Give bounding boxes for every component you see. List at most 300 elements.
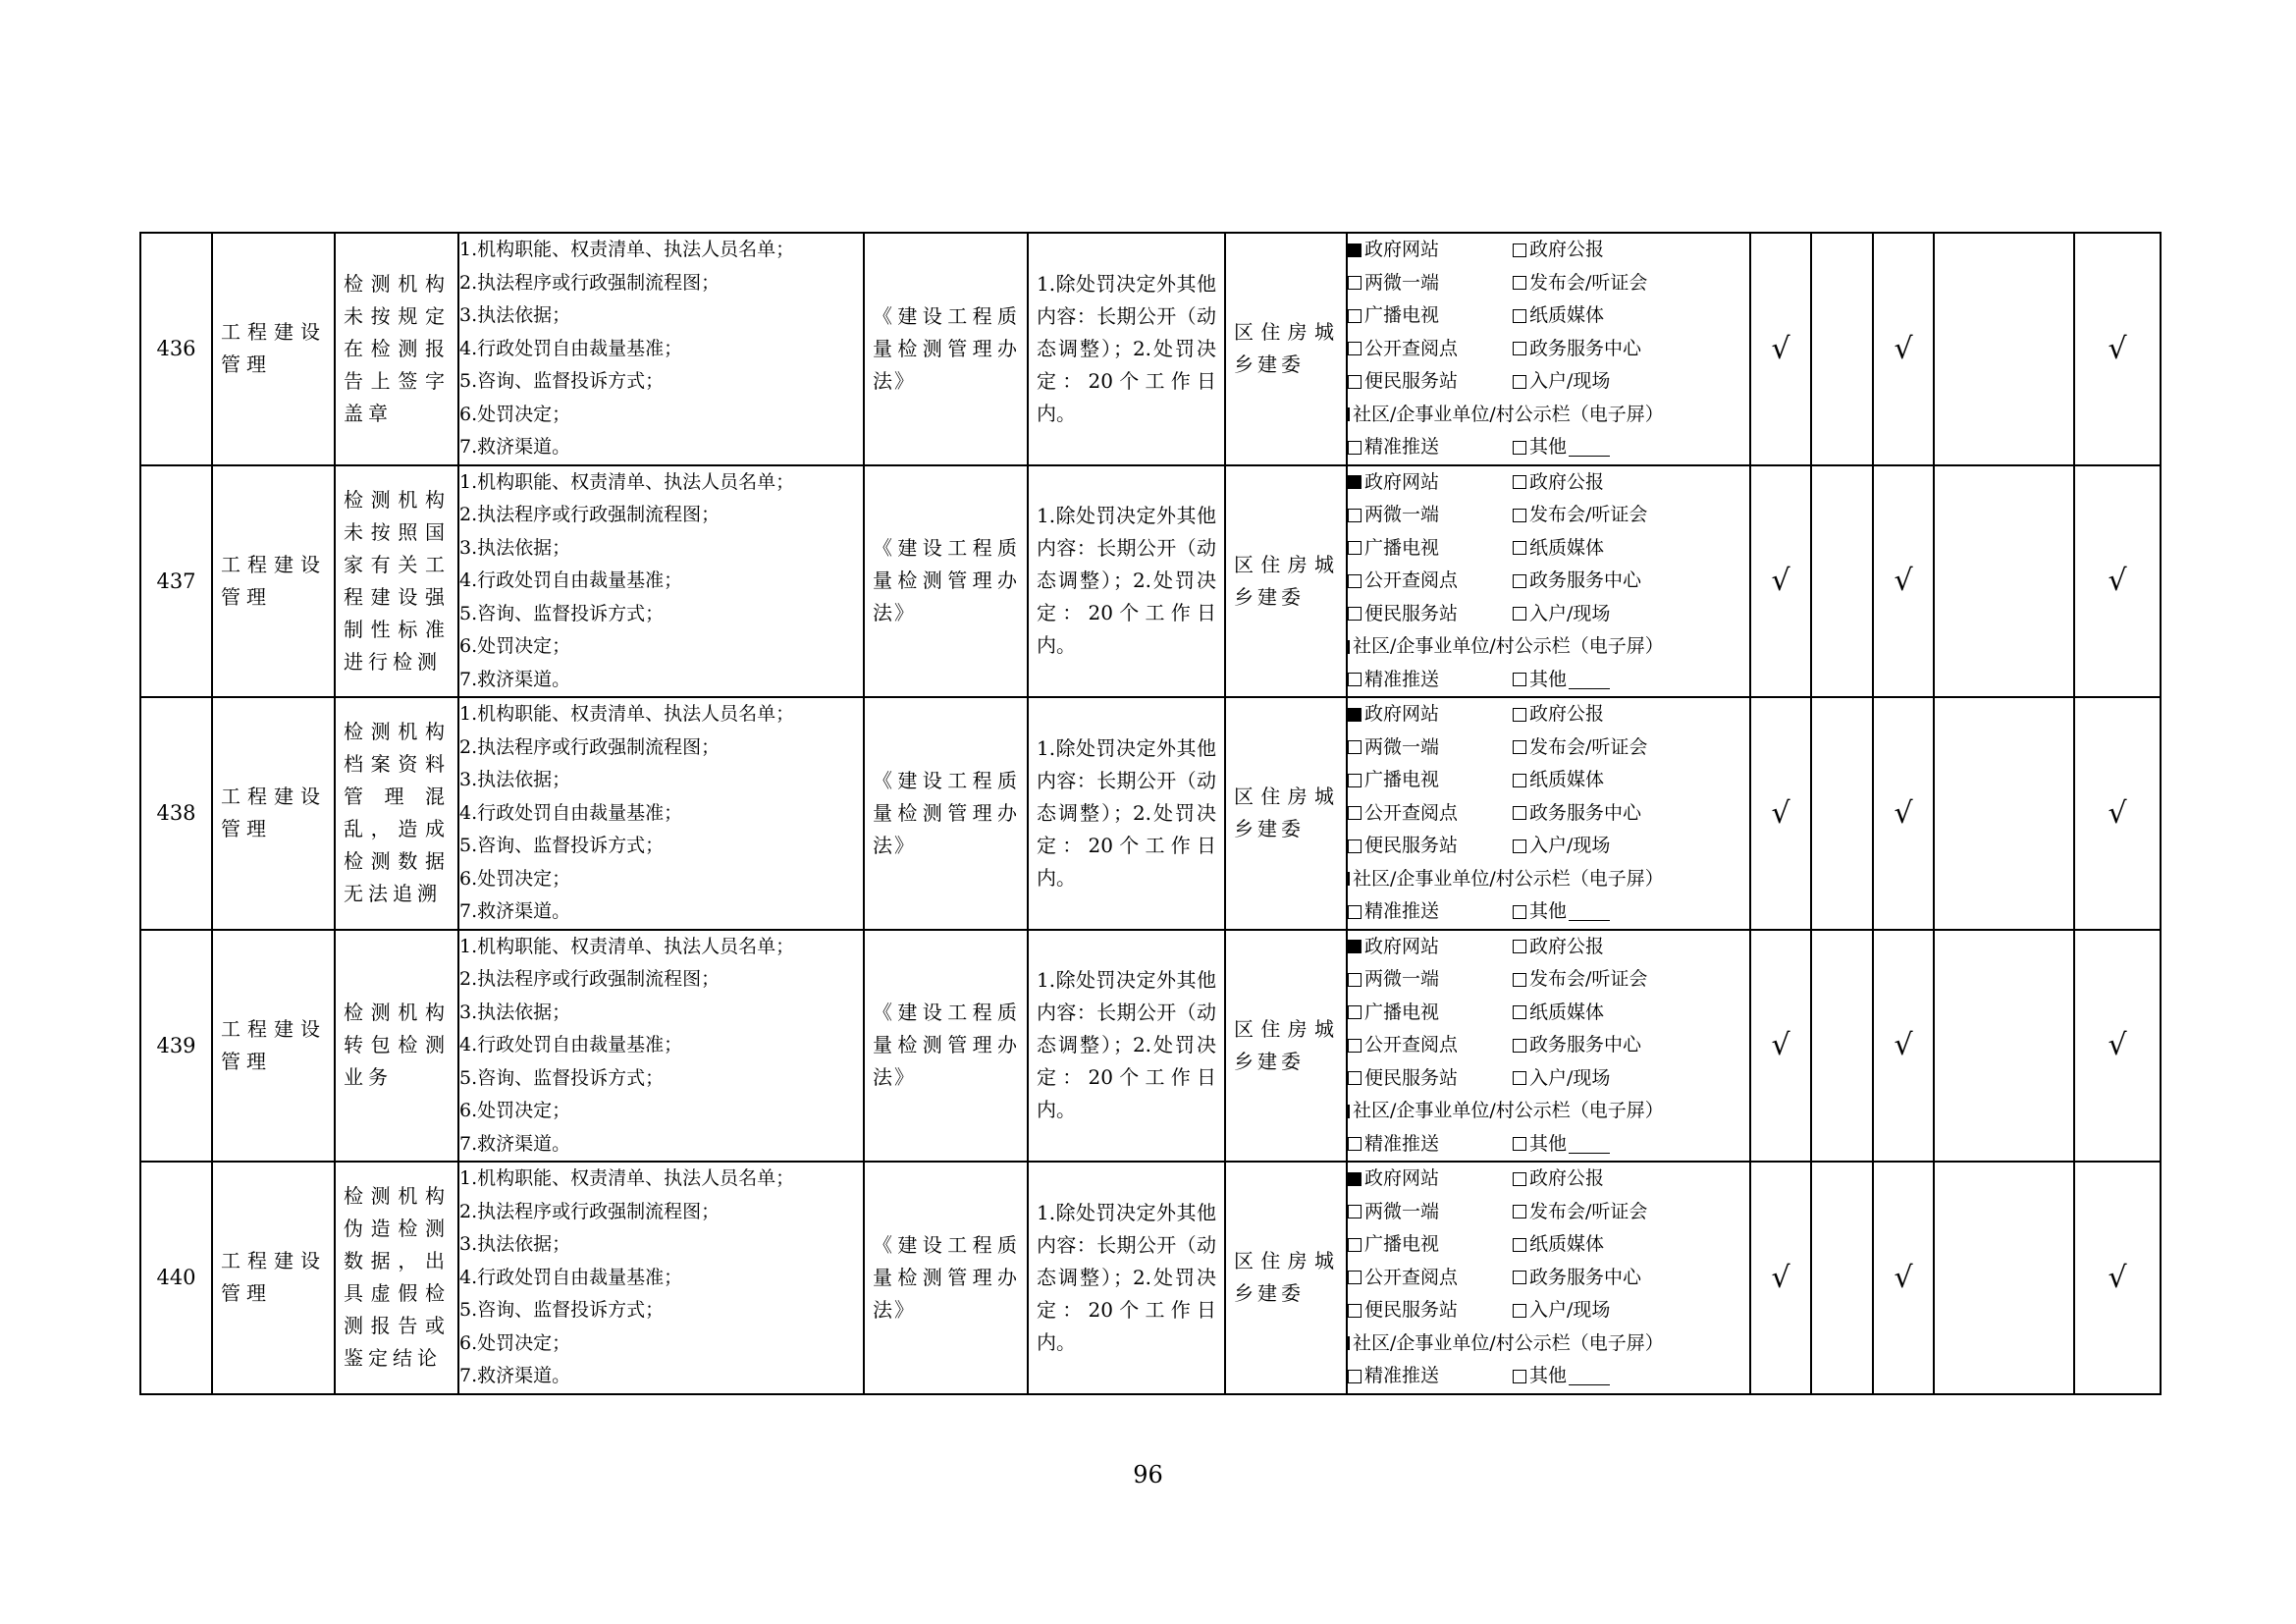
blank-line (1569, 902, 1610, 921)
channel-row (1348, 731, 1749, 765)
channel-option-push (1348, 664, 1513, 697)
checkbox-icon (1513, 740, 1526, 754)
checkbox-icon (1513, 806, 1526, 820)
channel-option-gov-site (1348, 698, 1513, 731)
timing-text: 1.除处罚决定外其他内容：长期公开（动态调整）；2.处罚决定：20个工作日内。 (1037, 1200, 1216, 1354)
channel-label: 便民服务站 (1364, 1299, 1459, 1321)
channel-label: 政府公报 (1529, 239, 1605, 260)
channel-option-public-reading (1348, 1029, 1513, 1062)
channel-label: 其他 (1529, 668, 1568, 690)
content-line: 1.机构职能、权责清单、执法人员名单； (459, 239, 795, 260)
channel-label: 发布会/听证会 (1529, 735, 1648, 758)
checked-box-icon (1348, 940, 1362, 953)
checkbox-icon (1348, 441, 1362, 455)
checked-box-icon (1348, 475, 1362, 489)
channel-label: 两微一端 (1364, 1200, 1440, 1222)
channel-label: 便民服务站 (1364, 370, 1459, 392)
channel-label: 广播电视 (1364, 536, 1440, 559)
content-line: 5.咨询、监督投诉方式； (459, 602, 665, 624)
check-mark: √ (1873, 1162, 1934, 1394)
checkbox-icon (1348, 806, 1362, 820)
channel-option-press-conf (1513, 499, 1647, 532)
basis-cell (864, 697, 1028, 930)
channel-label: 社区/企事业单位/村公示栏（电子屏） (1353, 403, 1664, 425)
category-cell (212, 233, 335, 465)
checkbox-icon (1348, 1137, 1362, 1151)
checkbox-icon (1348, 1304, 1362, 1318)
checkbox-icon (1513, 973, 1526, 987)
timing-cell (1028, 465, 1225, 698)
checkbox-icon (1513, 541, 1526, 555)
checkbox-icon (1513, 1137, 1526, 1151)
channel-row (1348, 698, 1749, 731)
item-text: 检测机构未按规定在检测报告上签字盖章 (344, 271, 450, 425)
content-cell (458, 1162, 864, 1394)
channel-label: 入户/现场 (1529, 1299, 1611, 1321)
channel-label: 政府网站 (1364, 470, 1440, 493)
page-number: 96 (1133, 1461, 1163, 1489)
channel-row (1348, 299, 1749, 333)
basis-cell (864, 930, 1028, 1163)
content-line: 1.机构职能、权责清单、执法人员名单； (459, 703, 795, 725)
channel-option-two-micro (1348, 499, 1513, 532)
channel-label: 政务服务中心 (1529, 801, 1642, 824)
channel-option-household (1513, 598, 1610, 631)
empty-cell (1811, 233, 1873, 465)
channel-label: 政府网站 (1364, 703, 1440, 725)
channel-option-push (1348, 1360, 1513, 1393)
channel-row (1348, 1029, 1749, 1062)
channel-row (1348, 1262, 1749, 1295)
channel-option-household (1513, 365, 1610, 399)
channel-label: 其他 (1529, 1365, 1568, 1386)
subject-cell (1225, 697, 1347, 930)
checkbox-icon (1513, 574, 1526, 588)
channel-row (1348, 365, 1749, 399)
channel-label: 精准推送 (1364, 1365, 1440, 1386)
item-text: 检测机构转包检测业务 (344, 1001, 450, 1090)
channel-label: 公开查阅点 (1364, 337, 1459, 359)
checkbox-icon (1513, 708, 1526, 722)
checkbox-icon (1348, 1039, 1362, 1053)
check-mark: √ (2074, 465, 2161, 698)
channel-row (1348, 1062, 1749, 1096)
channel-row (1348, 1095, 1749, 1128)
channel-label: 政务服务中心 (1529, 1266, 1642, 1288)
channel-option-paper (1513, 997, 1604, 1030)
channel-label: 政务服务中心 (1529, 337, 1642, 359)
channel-row (1348, 234, 1749, 267)
checkbox-icon (1513, 375, 1526, 389)
subject-text: 区住房城乡建委 (1234, 320, 1338, 377)
row-number: 438 (140, 697, 212, 930)
timing-cell (1028, 233, 1225, 465)
item-cell (335, 465, 458, 698)
content-line: 1.机构职能、权责清单、执法人员名单； (459, 1167, 795, 1189)
checkbox-icon (1348, 607, 1362, 621)
channel-label: 纸质媒体 (1529, 304, 1605, 326)
channel-option-gov-gazette (1513, 1163, 1604, 1196)
timing-cell (1028, 1162, 1225, 1394)
checkbox-icon (1348, 509, 1362, 522)
channel-option-paper (1513, 532, 1604, 566)
blank-line (1569, 1367, 1610, 1385)
table-row (140, 930, 2161, 1163)
channel-row (1348, 466, 1749, 500)
channel-label: 其他 (1529, 1132, 1568, 1155)
content-line: 2.执法程序或行政强制流程图； (459, 271, 721, 294)
channel-row (1348, 499, 1749, 532)
empty-cell (1934, 1162, 2074, 1394)
channel-row (1348, 1228, 1749, 1262)
channel-row (1348, 399, 1749, 432)
channel-label: 纸质媒体 (1529, 1233, 1605, 1255)
content-line: 6.处罚决定； (459, 867, 571, 890)
content-cell (458, 930, 864, 1163)
channel-label: 便民服务站 (1364, 1066, 1459, 1089)
channel-label: 公开查阅点 (1364, 1266, 1459, 1288)
content-line: 4.行政处罚自由裁量基准； (459, 1266, 683, 1288)
category-text: 工程建设管理 (221, 1016, 326, 1073)
channel-option-other (1513, 664, 1610, 697)
channel-label: 公开查阅点 (1364, 801, 1459, 824)
empty-cell (1811, 930, 1873, 1163)
check-mark: √ (1750, 697, 1811, 930)
timing-text: 1.除处罚决定外其他内容：长期公开（动态调整）；2.处罚决定：20个工作日内。 (1037, 504, 1216, 658)
subject-cell (1225, 1162, 1347, 1394)
empty-cell (1811, 465, 1873, 698)
channel-option-two-micro (1348, 267, 1513, 300)
channel-option-gov-site (1348, 466, 1513, 500)
content-line: 6.处罚决定； (459, 1331, 571, 1354)
channel-option-gov-gazette (1513, 698, 1604, 731)
channel-label: 精准推送 (1364, 1132, 1440, 1155)
row-number: 437 (140, 465, 212, 698)
channel-option-household (1513, 830, 1610, 863)
channel-option-service-station (1348, 830, 1513, 863)
subject-text: 区住房城乡建委 (1234, 1249, 1338, 1306)
basis-text: 《建设工程质量检测管理办法》 (873, 1001, 1019, 1090)
checkbox-icon (1348, 905, 1362, 919)
check-mark: √ (1873, 697, 1934, 930)
channel-label: 广播电视 (1364, 304, 1440, 326)
checkbox-icon (1513, 1172, 1526, 1186)
checkbox-icon (1513, 940, 1526, 953)
basis-text: 《建设工程质量检测管理办法》 (873, 1232, 1019, 1322)
channel-label: 社区/企事业单位/村公示栏（电子屏） (1353, 1100, 1664, 1121)
channel-label: 入户/现场 (1529, 602, 1611, 624)
content-line: 7.救济渠道。 (459, 1365, 571, 1386)
category-text: 工程建设管理 (221, 1249, 326, 1306)
channels-cell (1347, 233, 1750, 465)
channel-option-press-conf (1513, 963, 1647, 997)
content-line: 2.执法程序或行政强制流程图； (459, 735, 721, 758)
channel-label: 发布会/听证会 (1529, 271, 1648, 294)
blank-line (1569, 438, 1610, 457)
checkbox-icon (1348, 276, 1362, 290)
channel-row (1348, 1163, 1749, 1196)
checkbox-icon (1513, 839, 1526, 853)
check-mark: √ (1873, 465, 1934, 698)
empty-cell (1934, 233, 2074, 465)
channel-row (1348, 1327, 1749, 1361)
basis-text: 《建设工程质量检测管理办法》 (873, 536, 1019, 625)
channel-row (1348, 664, 1749, 697)
channel-option-broadcast (1348, 532, 1513, 566)
channel-row (1348, 1196, 1749, 1229)
channel-option-community (1348, 630, 1664, 664)
checked-box-icon (1348, 708, 1362, 722)
channel-option-service-center (1513, 565, 1641, 598)
content-cell (458, 697, 864, 930)
checked-box-icon (1348, 1172, 1362, 1186)
channel-option-paper (1513, 764, 1604, 797)
channel-label: 精准推送 (1364, 668, 1440, 690)
channel-option-gov-site (1348, 1163, 1513, 1196)
basis-text: 《建设工程质量检测管理办法》 (873, 303, 1019, 393)
checkbox-icon (1348, 774, 1362, 787)
check-mark: √ (1750, 1162, 1811, 1394)
check-mark: √ (1750, 233, 1811, 465)
channel-row (1348, 333, 1749, 366)
channel-row (1348, 598, 1749, 631)
content-line: 6.处罚决定； (459, 635, 571, 657)
content-line: 7.救济渠道。 (459, 1132, 571, 1155)
checkbox-icon (1513, 607, 1526, 621)
channel-label: 入户/现场 (1529, 370, 1611, 392)
check-mark: √ (1750, 930, 1811, 1163)
subject-cell (1225, 233, 1347, 465)
checkbox-icon (1348, 973, 1362, 987)
basis-cell (864, 1162, 1028, 1394)
blank-line (1569, 671, 1610, 689)
checkbox-icon (1513, 441, 1526, 455)
channel-option-push (1348, 1128, 1513, 1162)
content-line: 5.咨询、监督投诉方式； (459, 1066, 665, 1089)
empty-cell (1934, 930, 2074, 1163)
channel-label: 广播电视 (1364, 1001, 1440, 1023)
subject-text: 区住房城乡建委 (1234, 785, 1338, 841)
check-mark: √ (2074, 1162, 2161, 1394)
channel-label: 社区/企事业单位/村公示栏（电子屏） (1353, 867, 1664, 890)
channel-label: 社区/企事业单位/村公示栏（电子屏） (1353, 635, 1664, 657)
channel-option-push (1348, 895, 1513, 929)
table-row (140, 697, 2161, 930)
content-line: 2.执法程序或行政强制流程图； (459, 968, 721, 990)
empty-cell (1811, 1162, 1873, 1394)
checkbox-icon (1348, 309, 1362, 323)
category-text: 工程建设管理 (221, 552, 326, 609)
channel-row (1348, 1360, 1749, 1393)
content-line: 6.处罚决定； (459, 1100, 571, 1121)
subject-text: 区住房城乡建委 (1234, 552, 1338, 609)
channel-row (1348, 431, 1749, 464)
channel-row (1348, 1128, 1749, 1162)
content-line: 1.机构职能、权责清单、执法人员名单； (459, 935, 795, 957)
channel-label: 两微一端 (1364, 735, 1440, 758)
checkbox-icon (1513, 673, 1526, 686)
checkbox-icon (1348, 1105, 1350, 1118)
channel-option-public-reading (1348, 797, 1513, 831)
checkbox-icon (1513, 1205, 1526, 1218)
checked-box-icon (1348, 244, 1362, 257)
channel-option-community (1348, 1095, 1664, 1128)
content-line: 4.行政处罚自由裁量基准； (459, 1034, 683, 1056)
timing-text: 1.除处罚决定外其他内容：长期公开（动态调整）；2.处罚决定：20个工作日内。 (1037, 271, 1216, 425)
checkbox-icon (1348, 342, 1362, 355)
basis-cell (864, 233, 1028, 465)
content-line: 3.执法依据； (459, 1233, 571, 1255)
channel-option-press-conf (1513, 1196, 1647, 1229)
content-line: 7.救济渠道。 (459, 436, 571, 458)
channel-row (1348, 997, 1749, 1030)
channels-cell (1347, 697, 1750, 930)
channel-option-broadcast (1348, 764, 1513, 797)
checkbox-icon (1348, 1336, 1350, 1350)
channel-label: 政务服务中心 (1529, 1034, 1642, 1056)
checkbox-icon (1513, 244, 1526, 257)
channel-option-community (1348, 863, 1664, 896)
channel-option-broadcast (1348, 1228, 1513, 1262)
channel-option-community (1348, 1327, 1664, 1361)
channel-label: 公开查阅点 (1364, 1034, 1459, 1056)
channel-option-gov-site (1348, 931, 1513, 964)
check-mark: √ (1750, 465, 1811, 698)
timing-text: 1.除处罚决定外其他内容：长期公开（动态调整）；2.处罚决定：20个工作日内。 (1037, 968, 1216, 1122)
checkbox-icon (1513, 276, 1526, 290)
checkbox-icon (1513, 309, 1526, 323)
content-line: 5.咨询、监督投诉方式； (459, 835, 665, 856)
channel-label: 政务服务中心 (1529, 569, 1642, 591)
channel-label: 入户/现场 (1529, 835, 1611, 856)
content-cell (458, 233, 864, 465)
channel-label: 精准推送 (1364, 900, 1440, 922)
category-cell (212, 697, 335, 930)
channel-label: 政府网站 (1364, 239, 1440, 260)
content-line: 5.咨询、监督投诉方式； (459, 1299, 665, 1321)
item-text: 检测机构档案资料管理混乱，造成检测数据无法追溯 (344, 720, 450, 906)
item-text: 检测机构未按照国家有关工程建设强制性标准进行检测 (344, 487, 450, 674)
channel-row (1348, 764, 1749, 797)
channel-label: 政府公报 (1529, 470, 1605, 493)
channel-label: 纸质媒体 (1529, 769, 1605, 790)
channel-row (1348, 931, 1749, 964)
channel-option-service-station (1348, 1294, 1513, 1327)
channel-label: 便民服务站 (1364, 835, 1459, 856)
channel-label: 两微一端 (1364, 504, 1440, 525)
channel-option-paper (1513, 1228, 1604, 1262)
category-cell (212, 930, 335, 1163)
content-line: 2.执法程序或行政强制流程图； (459, 1200, 721, 1222)
checkbox-icon (1513, 905, 1526, 919)
row-number: 440 (140, 1162, 212, 1394)
timing-cell (1028, 697, 1225, 930)
channel-option-service-station (1348, 598, 1513, 631)
channels-cell (1347, 930, 1750, 1163)
checkbox-icon (1348, 574, 1362, 588)
content-line: 6.处罚决定； (459, 403, 571, 425)
checkbox-icon (1348, 375, 1362, 389)
checkbox-icon (1513, 1071, 1526, 1085)
channel-row (1348, 1294, 1749, 1327)
timing-cell (1028, 930, 1225, 1163)
channel-label: 其他 (1529, 900, 1568, 922)
row-number: 436 (140, 233, 212, 465)
table-row (140, 465, 2161, 698)
channel-label: 政府网站 (1364, 935, 1440, 957)
checkbox-icon (1513, 509, 1526, 522)
timing-text: 1.除处罚决定外其他内容：长期公开（动态调整）；2.处罚决定：20个工作日内。 (1037, 735, 1216, 890)
check-mark: √ (2074, 930, 2161, 1163)
check-mark: √ (2074, 233, 2161, 465)
checkbox-icon (1348, 872, 1350, 886)
checkbox-icon (1513, 1238, 1526, 1252)
channel-option-push (1348, 431, 1513, 464)
channel-row (1348, 963, 1749, 997)
channel-option-other (1513, 1360, 1610, 1393)
item-cell (335, 1162, 458, 1394)
channel-option-service-station (1348, 365, 1513, 399)
subject-cell (1225, 930, 1347, 1163)
channel-option-press-conf (1513, 731, 1647, 765)
checkbox-icon (1348, 740, 1362, 754)
channel-row (1348, 797, 1749, 831)
channel-option-public-reading (1348, 333, 1513, 366)
checkbox-icon (1348, 839, 1362, 853)
channel-label: 入户/现场 (1529, 1066, 1611, 1089)
channel-row (1348, 895, 1749, 929)
channel-label: 公开查阅点 (1364, 569, 1459, 591)
check-mark: √ (1873, 930, 1934, 1163)
channel-label: 便民服务站 (1364, 602, 1459, 624)
row-number: 439 (140, 930, 212, 1163)
channel-option-two-micro (1348, 731, 1513, 765)
content-line: 3.执法依据； (459, 536, 571, 559)
checkbox-icon (1348, 407, 1350, 421)
channels-cell (1347, 1162, 1750, 1394)
checkbox-icon (1348, 1071, 1362, 1085)
content-cell (458, 465, 864, 698)
channel-option-service-center (1513, 1262, 1641, 1295)
channel-label: 两微一端 (1364, 968, 1440, 990)
channel-option-community (1348, 399, 1664, 432)
channel-option-gov-gazette (1513, 931, 1604, 964)
channel-option-broadcast (1348, 997, 1513, 1030)
checkbox-icon (1513, 1304, 1526, 1318)
content-line: 2.执法程序或行政强制流程图； (459, 504, 721, 525)
channel-option-gov-gazette (1513, 234, 1604, 267)
channel-label: 发布会/听证会 (1529, 1200, 1648, 1222)
content-line: 4.行政处罚自由裁量基准； (459, 801, 683, 824)
checkbox-icon (1513, 1370, 1526, 1383)
checkbox-icon (1348, 640, 1350, 654)
channel-row (1348, 630, 1749, 664)
channel-label: 发布会/听证会 (1529, 504, 1648, 525)
channel-label: 政府公报 (1529, 703, 1605, 725)
channel-option-other (1513, 895, 1610, 929)
channel-label: 发布会/听证会 (1529, 968, 1648, 990)
channel-row (1348, 830, 1749, 863)
channel-label: 精准推送 (1364, 436, 1440, 458)
channel-option-broadcast (1348, 299, 1513, 333)
category-cell (212, 465, 335, 698)
empty-cell (1934, 697, 2074, 930)
channel-label: 纸质媒体 (1529, 536, 1605, 559)
channel-option-press-conf (1513, 267, 1647, 300)
subject-cell (1225, 465, 1347, 698)
channel-label: 社区/企事业单位/村公示栏（电子屏） (1353, 1331, 1664, 1354)
content-line: 7.救济渠道。 (459, 900, 571, 922)
